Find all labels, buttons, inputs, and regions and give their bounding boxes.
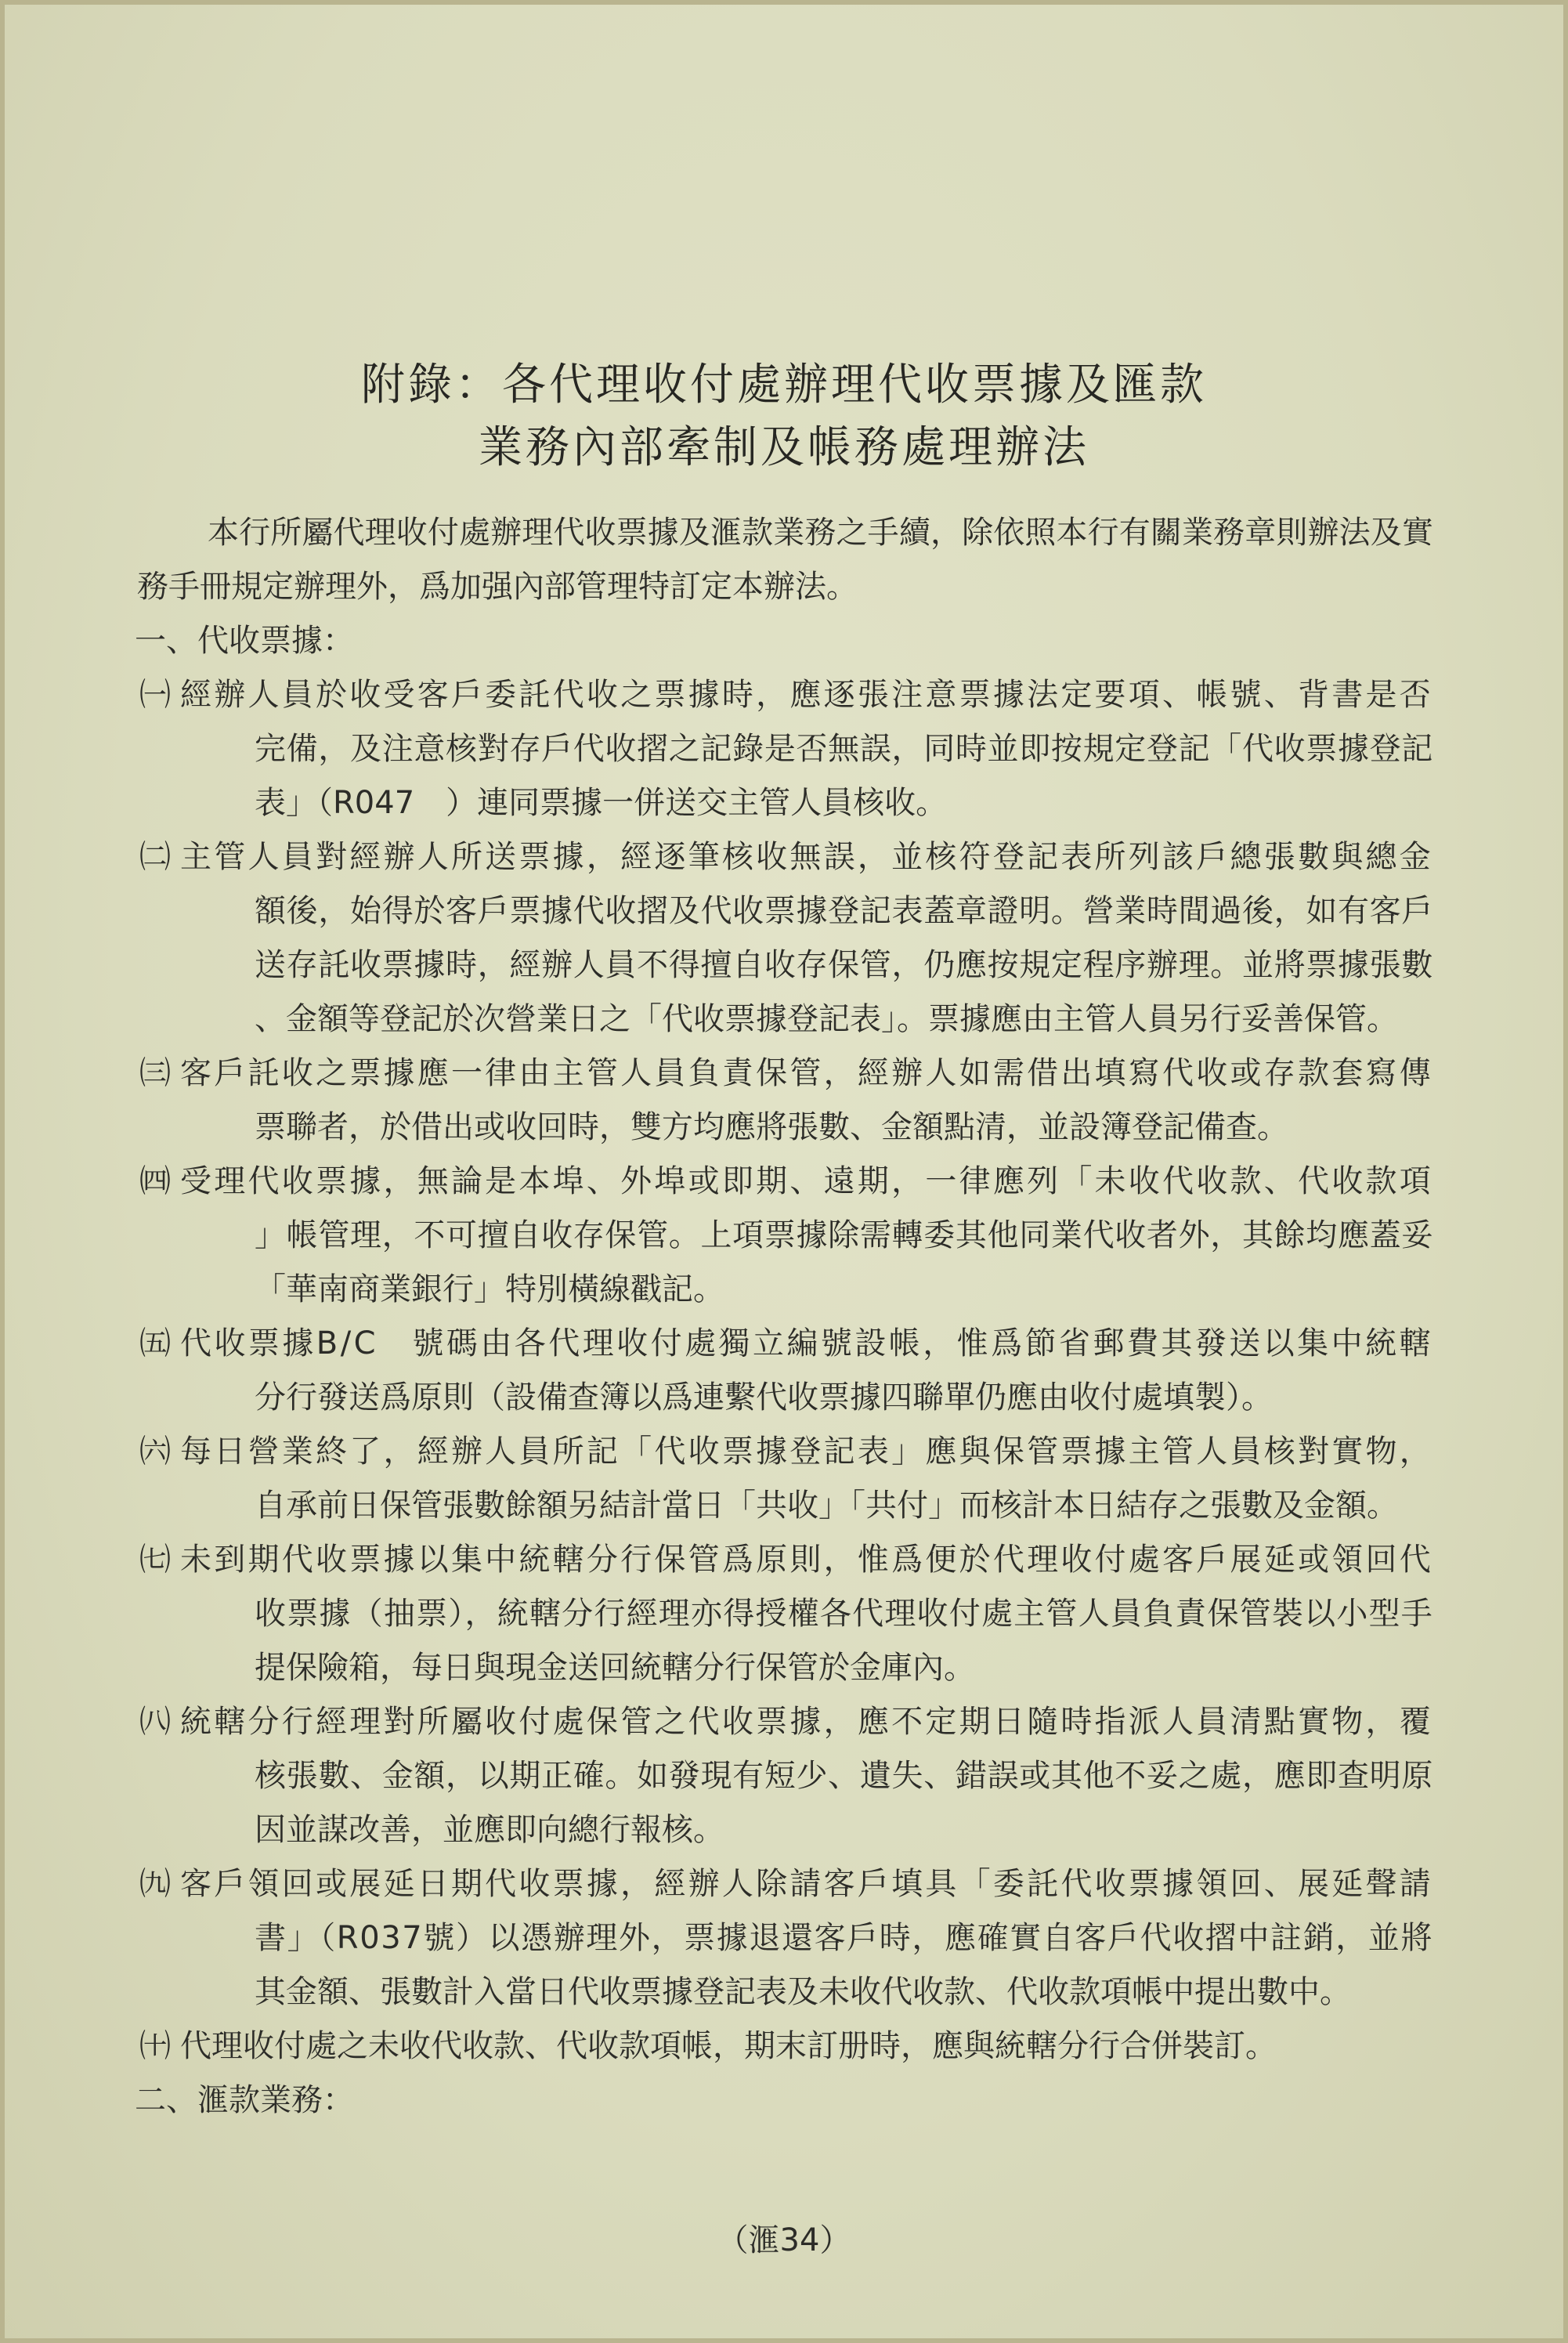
list-item — [135, 830, 1433, 1047]
item-text-line — [135, 668, 1433, 722]
item-text-line — [135, 1695, 1433, 1749]
item-text-line — [135, 776, 1433, 830]
item-text: 」帳管理，不可擅自收存保管。上項票據除需轉委其他同業代收者外，其餘均應蓋妥 — [255, 1217, 1434, 1253]
item-text: 自承前日保管張數餘額另結計當日「共收」「共付」而核計本日結存之張數及金額。 — [255, 1488, 1398, 1524]
document-body — [135, 506, 1433, 2128]
item-text-line — [135, 2019, 1433, 2074]
section-heading-2-text: 二、滙款業務： — [135, 2082, 354, 2118]
item-text: 、金額等登記於次營業日之「代收票據登記表」。票據應由主管人員另行妥善保管。 — [255, 1001, 1398, 1037]
item-text: 經辦人員於收受客戶委託代收之票據時，應逐張注意票據法定要項、帳號、背書是否 — [180, 677, 1433, 713]
item-text: 受理代收票據，無論是本埠、外埠或即期、遠期，一律應列「未收代收款、代收款項 — [180, 1163, 1433, 1199]
item-text: 每日營業終了，經辦人員所記「代收票據登記表」應與保管票據主管人員核對實物， — [180, 1434, 1433, 1470]
item-text-line — [135, 1101, 1433, 1155]
item-text: 其金額、張數計入當日代收票據登記表及未收代收款、代收款項帳中提出數中。 — [255, 1974, 1351, 2010]
intro-line — [135, 560, 1433, 614]
item-number-marker: ㈠ — [139, 677, 171, 713]
item-text-line — [135, 1155, 1433, 1209]
item-text: 客戶託收之票據應一律由主管人員負責保管，經辦人如需借出填寫代收或存款套寫傳 — [180, 1055, 1433, 1091]
item-text: 表」（R047 ）連同票據一併送交主管人員核收。 — [255, 785, 948, 821]
item-text-line — [135, 1857, 1433, 1911]
section-heading-2 — [135, 2074, 1433, 2128]
item-text: 分行發送爲原則（設備查簿以爲連繫代收票據四聯單仍應由收付處填製）。 — [255, 1379, 1273, 1416]
item-text: 代理收付處之未收代收款、代收款項帳，期末訂册時，應與統轄分行合併裝訂。 — [180, 2028, 1277, 2064]
item-number-marker: ㈨ — [139, 1866, 171, 1902]
item-number-marker: ㈥ — [139, 1434, 171, 1470]
item-text-line — [135, 1587, 1433, 1641]
document-title-line-1: 附錄：各代理收付處辦理代收票據及匯款 — [361, 360, 1207, 410]
item-text: 「華南商業銀行」特別橫線戳記。 — [255, 1271, 724, 1307]
item-text: 票聯者，於借出或收回時，雙方均應將張數、金額點清，並設簿登記備查。 — [255, 1109, 1288, 1145]
item-text: 完備，及注意核對存戶代收摺之記錄是否無誤，同時並即按規定登記「代收票據登記 — [255, 731, 1434, 767]
item-text: 額後，始得於客戶票據代收摺及代收票據登記表蓋章證明。營業時間過後，如有客戶 — [255, 893, 1434, 929]
item-text: 因並謀改善，並應即向總行報核。 — [255, 1812, 724, 1848]
section-heading-1 — [135, 614, 1433, 668]
intro-line — [135, 506, 1433, 560]
item-text-line — [135, 1533, 1433, 1587]
item-text: 客戶領回或展延日期代收票據，經辦人除請客戶填具「委託代收票據領回、展延聲請 — [180, 1866, 1433, 1902]
item-text-line — [135, 1965, 1433, 2019]
list-item — [135, 1317, 1433, 1425]
item-number-marker: ㈣ — [139, 1163, 171, 1199]
item-number-marker: ㈦ — [139, 1542, 171, 1578]
item-text: 收票據（抽票），統轄分行經理亦得授權各代理收付處主管人員負責保管裝以小型手 — [255, 1596, 1433, 1632]
item-text: 未到期代收票據以集中統轄分行保管爲原則，惟爲便於代理收付處客戶展延或領回代 — [180, 1542, 1433, 1578]
item-text-line — [135, 1209, 1433, 1263]
item-number-marker: ㈡ — [139, 839, 171, 875]
item-text-line — [135, 830, 1433, 884]
list-item — [135, 1857, 1433, 2019]
intro-line-text: 務手冊規定辦理外，爲加强內部管理特訂定本辦法。 — [137, 569, 858, 605]
list-item — [135, 1533, 1433, 1695]
item-text: 書」（R037號）以憑辦理外，票據退還客戶時，應確實自客戶代收摺中註銷，並將 — [255, 1920, 1434, 1956]
item-text-line — [135, 1317, 1433, 1371]
item-text-line — [135, 1047, 1433, 1101]
item-number-marker: ㈩ — [139, 2028, 171, 2064]
document-title-line-2: 業務內部牽制及帳務處理辦法 — [479, 422, 1089, 473]
list-item — [135, 1425, 1433, 1533]
page-number: （滙34） — [717, 2222, 851, 2258]
item-number-marker: ㈢ — [139, 1055, 171, 1091]
intro-line-text: 本行所屬代理收付處辦理代收票據及滙款業務之手續，除依照本行有關業務章則辦法及實 — [208, 515, 1433, 551]
list-item — [135, 2019, 1433, 2074]
item-text-line — [135, 722, 1433, 776]
item-text-line — [135, 1425, 1433, 1479]
item-text: 提保險箱，每日與現金送回統轄分行保管於金庫內。 — [255, 1650, 975, 1686]
item-text-line — [135, 1803, 1433, 1857]
item-text-line — [135, 1641, 1433, 1695]
list-item — [135, 1155, 1433, 1317]
item-text-line — [135, 1371, 1433, 1425]
item-number-marker: ㈧ — [139, 1704, 171, 1740]
item-text: 核張數、金額，以期正確。如發現有短少、遺失、錯誤或其他不妥之處，應即查明原 — [255, 1758, 1434, 1794]
list-item — [135, 1047, 1433, 1155]
item-text: 主管人員對經辦人所送票據，經逐筆核收無誤，並核符登記表所列該戶總張數與總金 — [180, 839, 1433, 875]
item-text-line — [135, 1479, 1433, 1533]
item-text-line — [135, 1263, 1433, 1317]
section-heading-1-text: 一、代收票據： — [135, 623, 354, 659]
item-list — [135, 668, 1433, 2074]
item-text: 統轄分行經理對所屬收付處保管之代收票據，應不定期日隨時指派人員清點實物，覆 — [180, 1704, 1433, 1740]
item-text-line — [135, 884, 1433, 938]
list-item — [135, 668, 1433, 830]
item-text-line — [135, 993, 1433, 1047]
item-number-marker: ㈤ — [139, 1325, 171, 1361]
item-text-line — [135, 938, 1433, 993]
item-text: 送存託收票據時，經辦人員不得擅自收存保管，仍應按規定程序辦理。並將票據張數 — [255, 947, 1434, 983]
item-text-line — [135, 1749, 1433, 1803]
item-text: 代收票據B/C 號碼由各代理收付處獨立編號設帳，惟爲節省郵費其發送以集中統轄 — [180, 1325, 1433, 1361]
list-item — [135, 1695, 1433, 1857]
item-text-line — [135, 1911, 1433, 1965]
